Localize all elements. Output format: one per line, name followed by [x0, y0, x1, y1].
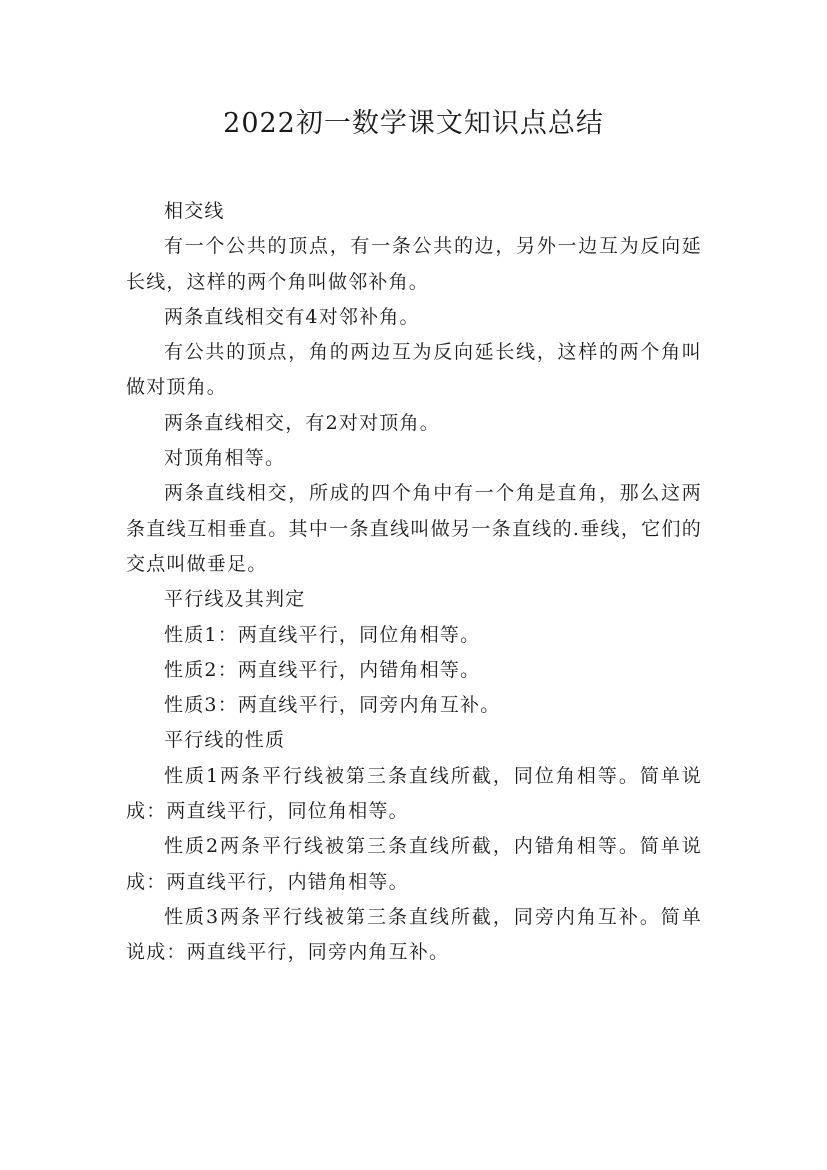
paragraph: 两条直线相交，所成的四个角中有一个角是直角，那么这两条直线互相垂直。其中一条直线叫做另一条直线的.垂线，它们的交点叫做垂足。	[126, 482, 702, 575]
paragraph: 性质2：两直线平行，内错角相等。	[164, 658, 481, 681]
document-body	[126, 194, 702, 971]
paragraph: 对顶角相等。	[164, 447, 286, 470]
paragraph: 性质2两条平行线被第三条直线所截，内错角相等。简单说成：两直线平行，内错角相等。	[126, 835, 702, 893]
paragraph: 性质3两条平行线被第三条直线所截，同旁内角互补。简单说成：两直线平行，同旁内角互补。	[126, 905, 702, 964]
paragraph: 有一个公共的顶点，有一条公共的边，另外一边互为反向延长线，这样的两个角叫做邻补角。	[126, 235, 702, 293]
paragraph-section-heading: 相交线	[164, 200, 225, 222]
paragraph: 两条直线相交有4对邻补角。	[164, 305, 420, 328]
paragraph: 性质1：两直线平行，同位角相等。	[164, 623, 481, 646]
paragraph: 两条直线相交，有2对对顶角。	[164, 411, 440, 434]
document-title: 2022初一数学课文知识点总结	[223, 108, 604, 139]
paragraph: 性质1两条平行线被第三条直线所截，同位角相等。简单说成：两直线平行，同位角相等。	[126, 764, 702, 823]
paragraph: 有公共的顶点，角的两边互为反向延长线，这样的两个角叫做对顶角。	[126, 341, 702, 399]
paragraph-section-heading: 平行线及其判定	[164, 588, 306, 611]
paragraph-section-heading: 平行线的性质	[164, 729, 286, 752]
paragraph: 性质3：两直线平行，同旁内角互补。	[164, 694, 501, 717]
